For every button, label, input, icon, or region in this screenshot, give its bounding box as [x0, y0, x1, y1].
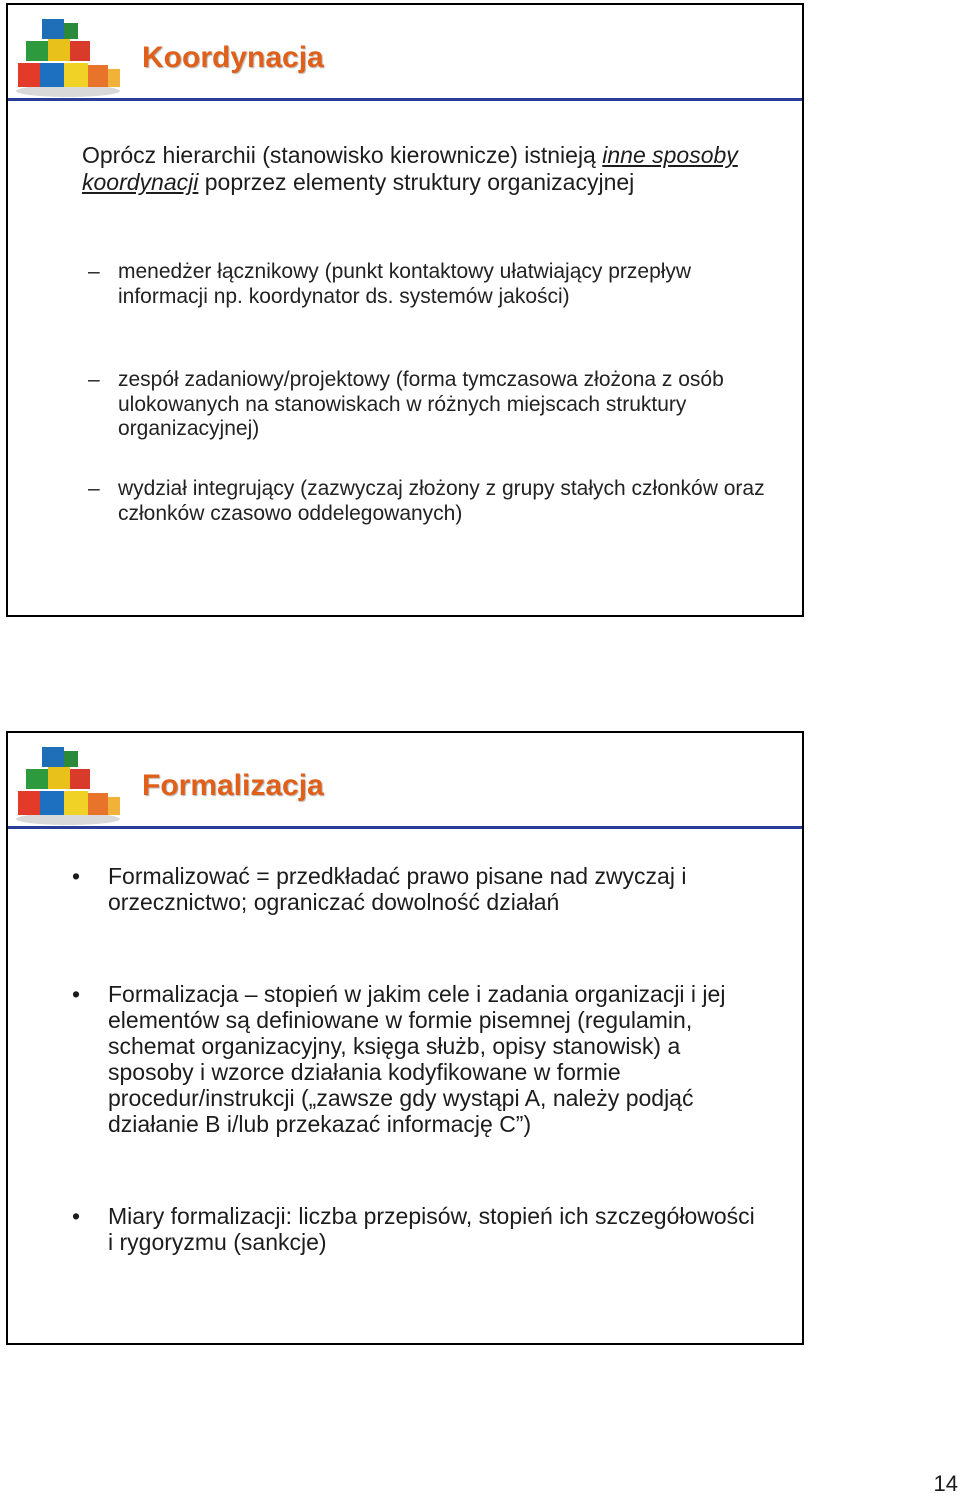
- slide-header: [8, 733, 802, 825]
- list-item-text: Miary formalizacji: liczba przepisów, stopień ich szczegółowości i rygoryzmu (sankcje): [108, 1203, 755, 1255]
- list-item: [88, 260, 778, 309]
- list-item: [88, 368, 778, 442]
- list-item-text: Formalizacja – stopień w jakim cele i zadania organizacji i jej elementów są definiowane w formie pisemnej (regulamin, schemat organizacyjny, księga służb, opisy stanowisk) a sposoby i wzorce działania kodyfikowane w formie procedur/instrukcji („zawsze gdy wystąpi A, należy podjąć działanie B i/lub przekazać informację C”): [108, 981, 726, 1137]
- list-item-text: wydział integrujący (zazwyczaj złożony z grupy stałych członków oraz członków czasowo oddelegowanych): [118, 477, 765, 525]
- intro-emphasis: inne sposoby koordynacji: [82, 142, 738, 195]
- dash-marker: –: [88, 477, 100, 500]
- header-divider: [8, 826, 802, 829]
- slide-koordynacja: [6, 3, 804, 617]
- header-divider: [8, 98, 802, 101]
- list-item: [88, 477, 778, 526]
- dash-marker: –: [88, 368, 100, 391]
- list-item: [72, 1203, 762, 1255]
- intro-text-end: poprzez elementy struktury organizacyjnej: [198, 168, 635, 195]
- dash-marker: –: [88, 260, 100, 283]
- page-number: 14: [933, 1471, 958, 1496]
- list-item: [72, 981, 762, 1137]
- list-item: [72, 863, 762, 915]
- list-item-text: Formalizować = przedkładać prawo pisane nad zwyczaj i orzecznictwo; ograniczać dowolność działań: [108, 863, 687, 915]
- intro-text: Oprócz hierarchii (stanowisko kierownicze) istnieją: [82, 142, 603, 168]
- slide-header: [8, 5, 802, 97]
- bullet-marker: •: [72, 981, 81, 1007]
- bullet-marker: •: [72, 863, 81, 889]
- bullet-marker: •: [72, 1203, 81, 1229]
- list-item-text: menedżer łącznikowy (punkt kontaktowy ułatwiający przepływ informacji np. koordynator ds. systemów jakości): [118, 260, 692, 308]
- slide-formalizacja: [6, 731, 804, 1345]
- slide-title: Formalizacja: [142, 769, 324, 802]
- building-blocks-icon: [12, 739, 124, 825]
- list-item-text: zespół zadaniowy/projektowy (forma tymczasowa złożona z osób ulokowanych na stanowiskach w różnych miejscach struktury organizacyjnej): [118, 368, 724, 440]
- intro-paragraph: [82, 142, 772, 195]
- building-blocks-icon: [12, 11, 124, 97]
- slide-title: Koordynacja: [142, 41, 324, 74]
